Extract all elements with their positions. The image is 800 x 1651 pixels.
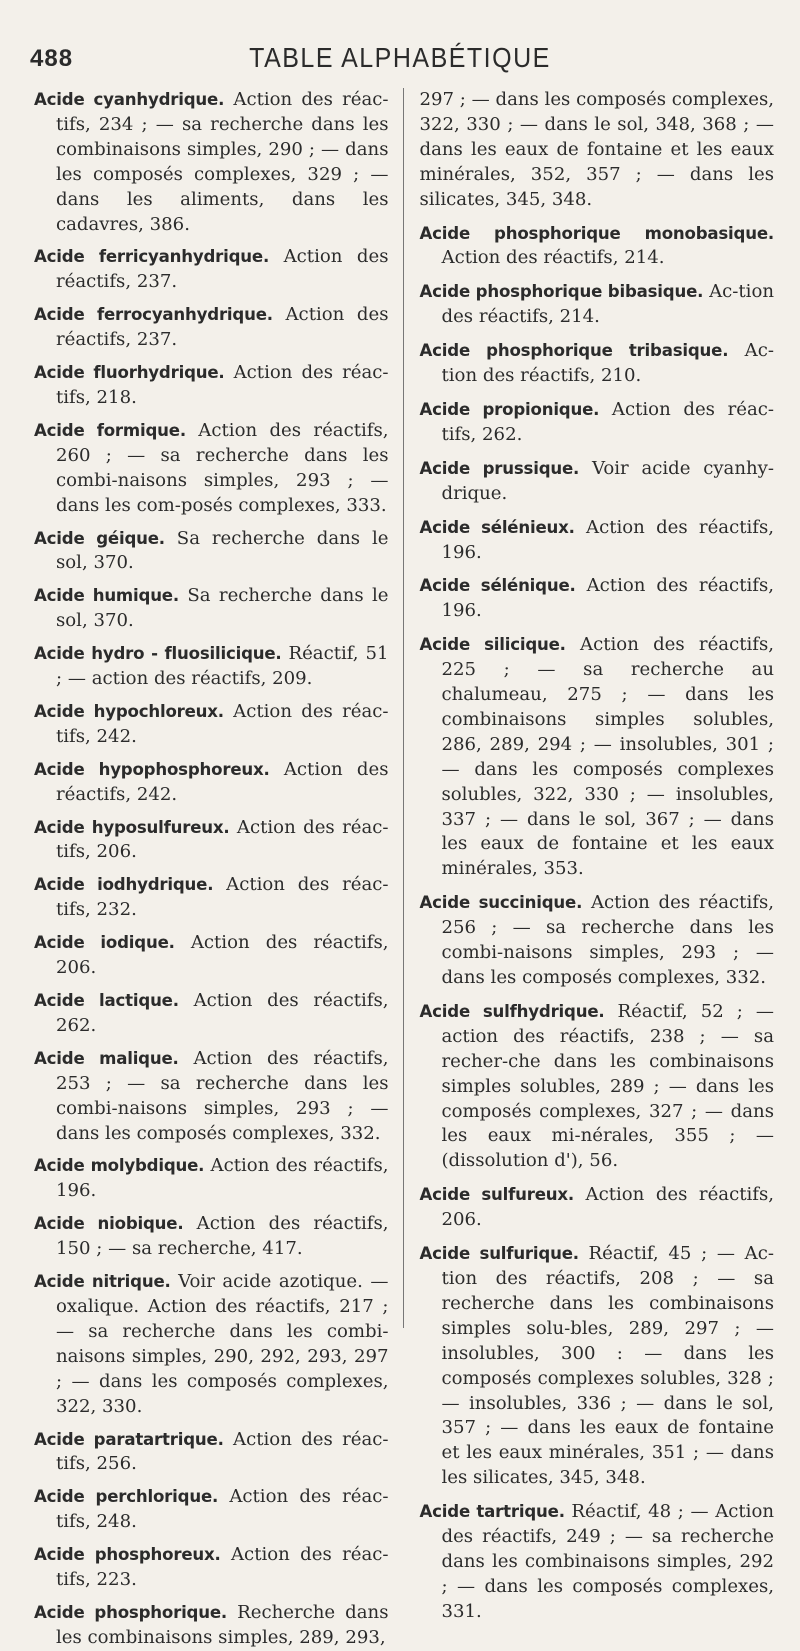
- entry-description: Action des réactifs, 262.: [56, 990, 389, 1036]
- entry-description: Action des réactifs, 196.: [441, 575, 774, 622]
- entry-term: Acide fluorhydrique.: [34, 363, 225, 383]
- running-title: TABLE ALPHABÉTIQUE: [249, 42, 551, 74]
- index-entry: [420, 222, 775, 272]
- entry-term: Acide silicique.: [419, 635, 566, 655]
- index-entry: [420, 280, 775, 330]
- entry-term: Acide sulfhydrique.: [419, 1001, 605, 1021]
- entry-description: Voir acide azotique. — oxalique. Action des réactifs, 217 ; — sa recherche dans les combi-naisons simples, 290, 292, 293, 297 ; — dans les composés complexes, 322, 330.: [56, 1271, 389, 1417]
- page-header: [30, 44, 770, 78]
- entry-term: Acide sulfureux.: [419, 1185, 575, 1205]
- entry-description: Action des réactifs, 196.: [441, 516, 774, 563]
- index-entry: [34, 303, 389, 353]
- entry-description: Action des réac-tifs, 234 ; — sa recherche dans les combinaisons simples, 290 ; — dans les composés complexes, 329 ; — dans les aliments, dans les cadavres, 386.: [56, 89, 389, 235]
- entry-term: Acide hypochloreux.: [34, 701, 224, 721]
- entry-term: Acide niobique.: [34, 1214, 184, 1234]
- entry-description: Réactif, 52 ; — action des réactifs, 238 ; — sa recher-che dans les combinaisons simples solubles, 289 ; — dans les composés complexes, 327 ; — dans les eaux mi-nérales, 355 ; — (dissolution d'), 56.: [441, 1000, 774, 1172]
- entry-description: Ac-tion des réactifs, 210.: [441, 340, 774, 387]
- entry-description: Action des réactifs, 206.: [56, 932, 389, 979]
- entry-term: Acide succinique.: [419, 893, 583, 913]
- entry-description: Action des réac-tifs, 262.: [441, 398, 774, 445]
- index-entry: [34, 700, 389, 750]
- entry-term: Acide perchlorique.: [34, 1487, 219, 1507]
- index-entry: [34, 527, 389, 577]
- entry-description: Action des réactifs, 225 ; — sa recherche au chalumeau, 275 ; — dans les combinaisons simples solubles, 286, 289, 294 ; — insolubles, 301 ; — dans les composés complexes solubles, 322, 330 ; — insolubles, 337 ; — dans le sol, 367 ; — dans les eaux de fontaine et les eaux minérales, 353.: [441, 634, 774, 880]
- entry-description: Action des réac-tifs, 248.: [56, 1486, 389, 1533]
- entry-description: Recherche dans les combinaisons simples, 289, 293,: [56, 1601, 389, 1648]
- index-entry: [420, 1242, 775, 1491]
- index-entry: [420, 1000, 775, 1174]
- index-entry: [34, 816, 389, 866]
- entry-term: Acide iodhydrique.: [34, 875, 214, 895]
- index-entry: [420, 457, 775, 507]
- entry-term: Acide propionique.: [419, 399, 600, 419]
- entry-description: Réactif, 45 ; — Ac-tion des réactifs, 208 ; — sa recherche dans les combinaisons simples solu-bles, 289, 297 ; — insolubles, 300 : — dans les composés complexes solubles, 328 ; — insolubles, 336 ; — dans le sol, 357 ; — dans les eaux de fontaine et les eaux minérales, 351 ; — dans les silicates, 345, 348.: [441, 1243, 774, 1489]
- index-entry: [34, 1601, 389, 1651]
- entry-term: Acide paratartrique.: [34, 1429, 224, 1449]
- index-entry: [420, 398, 775, 448]
- entry-description: Voir acide cyanhy-drique.: [441, 457, 774, 504]
- entry-term: Acide hydro - fluosilicique.: [34, 644, 282, 664]
- entry-description: Action des réactifs, 150 ; — sa recherche, 417.: [56, 1213, 389, 1260]
- index-entry: [420, 1500, 775, 1625]
- index-entry: [34, 1212, 389, 1262]
- entry-description: Sa recherche dans le sol, 370.: [56, 527, 389, 574]
- index-entry: [34, 419, 389, 519]
- page-number: 488: [30, 45, 74, 72]
- entry-term: Acide lactique.: [34, 991, 179, 1010]
- entry-term: Acide sélénique.: [419, 576, 576, 596]
- entry-description: Action des réactifs, 206.: [441, 1184, 774, 1231]
- index-entry: [34, 88, 389, 237]
- entry-description: Action des réactifs, 196.: [56, 1155, 389, 1202]
- entry-term: Acide prussique.: [419, 458, 580, 478]
- entry-description: 297 ; — dans les composés complexes, 322, 330 ; — dans le sol, 348, 368 ; — dans les eaux de fontaine et les eaux minérales, 352, 357 ; — dans les silicates, 345, 348.: [419, 89, 774, 210]
- entry-term: Acide malique.: [34, 1048, 179, 1068]
- index-entry: [420, 574, 775, 624]
- entry-description: Action des réactifs, 214.: [441, 247, 665, 269]
- entry-description: Action des réac-tifs, 256.: [56, 1428, 389, 1475]
- entry-term: Acide hyposulfureux.: [34, 817, 230, 837]
- index-entry: [34, 931, 389, 981]
- index-entry: [34, 1047, 389, 1147]
- index-entry: [420, 633, 775, 882]
- index-entry: [420, 88, 775, 213]
- entry-term: Acide molybdique.: [34, 1156, 205, 1176]
- entry-term: Acide ferricyanhydrique.: [34, 247, 270, 267]
- entry-term: Acide sulfurique.: [419, 1244, 579, 1264]
- index-entry: [34, 758, 389, 808]
- entry-description: Action des réactifs, 253 ; — sa recherche dans les combi-naisons simples, 293 ; — dans les composés complexes, 332.: [56, 1047, 389, 1144]
- entry-term: Acide sélénieux.: [419, 517, 575, 537]
- entry-term: Acide tartrique.: [419, 1502, 565, 1522]
- index-entry: [34, 989, 389, 1039]
- index-entry: [34, 361, 389, 411]
- entry-term: Acide iodique.: [34, 933, 175, 953]
- entry-description: Action des réactifs, 256 ; — sa recherche dans les combi-naisons simples, 293 ; — dans les composés complexes, 332.: [441, 892, 774, 988]
- entry-term: Acide phosphorique.: [34, 1602, 228, 1622]
- right-column: [403, 88, 775, 1622]
- entry-description: Sa recherche dans le sol, 370.: [56, 585, 389, 632]
- entry-description: Réactif, 51 ; — action des réactifs, 209.: [56, 643, 389, 690]
- index-entry: [34, 1270, 389, 1419]
- entry-term: Acide phosphoreux.: [34, 1545, 221, 1565]
- entry-description: Action des réac-tifs, 218.: [56, 362, 389, 408]
- entry-term: Acide phosphorique monobasique.: [419, 223, 774, 243]
- entry-term: Acide formique.: [34, 420, 186, 440]
- entry-description: Réactif, 48 ; — Action des réactifs, 249 ; — sa recherche dans les combinaisons simples, 292 ; — dans les composés complexes, 331.: [441, 1501, 774, 1622]
- index-entry: [420, 891, 775, 991]
- entry-description: Action des réac-tifs, 206.: [56, 816, 389, 863]
- entry-description: Action des réac-tifs, 223.: [56, 1544, 389, 1591]
- index-entry: [34, 1154, 389, 1204]
- entry-description: Action des réac-tifs, 232.: [56, 874, 389, 921]
- entry-term: Acide hypophosphoreux.: [34, 759, 270, 779]
- index-entry: [34, 245, 389, 295]
- left-column: [34, 88, 403, 1648]
- entry-term: Acide ferrocyanhydrique.: [34, 305, 273, 325]
- entry-term: Acide humique.: [34, 586, 179, 606]
- index-entry: [34, 1428, 389, 1478]
- index-entry: [420, 339, 775, 389]
- entry-term: Acide phosphorique tribasique.: [419, 341, 729, 361]
- index-entry: [420, 516, 775, 566]
- index-entry: [34, 642, 389, 692]
- entry-term: Acide phosphorique bibasique.: [419, 282, 704, 302]
- entry-term: Acide nitrique.: [34, 1272, 171, 1292]
- index-entry: [34, 1543, 389, 1593]
- entry-description: Action des réactifs, 242.: [56, 758, 389, 805]
- index-entry: [34, 584, 389, 634]
- entry-description: Action des réactifs, 237.: [56, 246, 389, 293]
- entry-description: Action des réactifs, 237.: [56, 304, 389, 351]
- entry-term: Acide géique.: [34, 528, 165, 548]
- entry-description: Action des réac-tifs, 242.: [56, 700, 389, 747]
- index-entry: [34, 1485, 389, 1535]
- entry-description: Action des réactifs, 260 ; — sa recherche dans les combi-naisons simples, 293 ; — dans les com-posés complexes, 333.: [56, 419, 389, 516]
- index-entry: [420, 1183, 775, 1233]
- index-entry: [34, 873, 389, 923]
- entry-description: Ac-tion des réactifs, 214.: [441, 281, 774, 328]
- entry-term: Acide cyanhydrique.: [34, 90, 225, 109]
- index-columns: [34, 88, 774, 1648]
